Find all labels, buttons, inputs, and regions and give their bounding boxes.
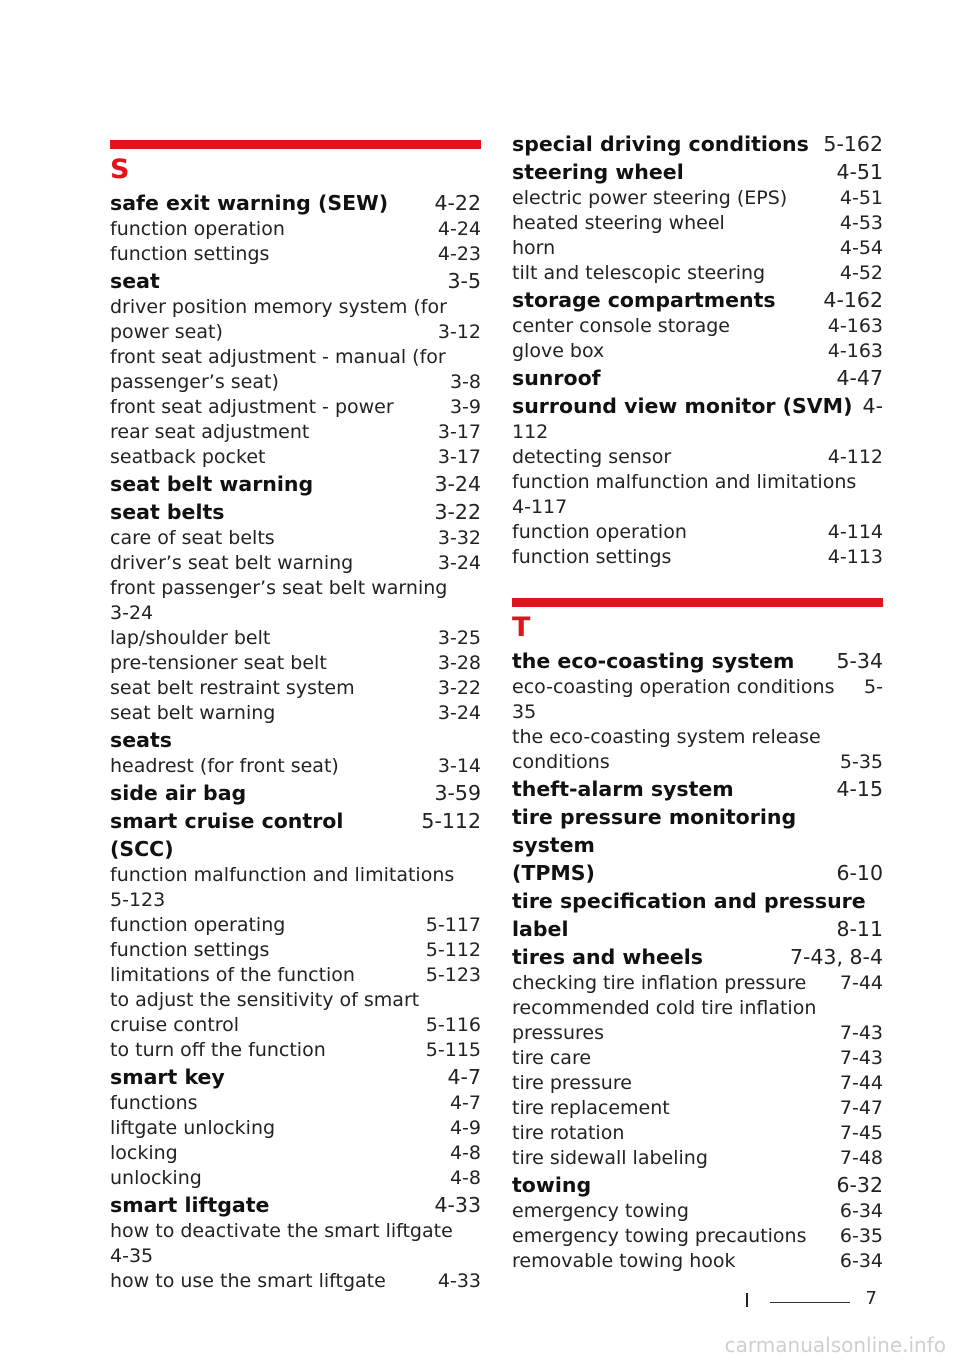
entry-text: seatback pocket [110,446,266,468]
entry-text: lap/shoulder belt [110,627,271,649]
index-subentry [512,1096,883,1121]
index-subentry [110,1166,481,1191]
index-subentry [110,1116,481,1141]
index-subentry [110,526,481,551]
entry-page-ref: 4-114 [827,521,883,543]
entry-text: tire specification and pressure [512,889,866,913]
index-heading-entry [110,1191,481,1219]
entry-text: how to deactivate the smart liftgate [110,1220,453,1242]
entry-text: locking [110,1142,178,1164]
entry-page-ref: 8-11 [836,917,883,941]
entry-page-ref: 5-162 [823,132,883,156]
index-subentry [110,676,481,701]
index-subentry [512,750,883,775]
entry-text: seats [110,728,172,752]
entry-page-ref: 7-43 [839,1047,883,1069]
index-heading-entry [512,647,883,675]
entry-page-ref: 5- [864,676,883,698]
index-heading-entry [512,859,883,887]
index-subentry [512,261,883,286]
entry-text: steering wheel [512,160,684,184]
section-divider-bar [110,140,481,149]
entry-text: 35 [512,701,537,723]
index-subentry [512,1146,883,1171]
index-subentry [512,545,883,570]
index-heading-entry [512,943,883,971]
entry-text: headrest (for front seat) [110,755,339,777]
entry-page-ref: 7-48 [839,1147,883,1169]
entry-text: (TPMS) [512,861,595,885]
entry-text: tire replacement [512,1097,670,1119]
entry-page-ref: 4-163 [827,315,883,337]
entry-text: tire pressure monitoring system [512,805,797,857]
entry-page-ref: 5-117 [425,914,481,936]
entry-page-ref: 6-34 [839,1200,883,1222]
index-heading-entry [110,726,481,754]
entry-page-ref: 7-47 [839,1097,883,1119]
entry-page-ref: 4-162 [823,288,883,312]
footer-rule [770,1302,850,1303]
entry-text: function settings [110,939,270,961]
entry-text: label [512,917,569,941]
entry-page-ref: 3-12 [437,321,481,343]
entry-page-ref: 4-22 [434,191,481,215]
entry-text: function operation [110,218,285,240]
entry-text: sunroof [512,366,601,390]
index-subentry [110,988,481,1013]
entry-page-ref: 3-25 [437,627,481,649]
entry-text: 5-123 [110,889,166,911]
index-heading-entry [512,392,883,420]
entry-page-ref: 5-35 [839,751,883,773]
entry-text: function operating [110,914,286,936]
entry-page-ref: 4-9 [449,1117,481,1139]
index-subentry [512,1199,883,1224]
index-column-right [512,130,883,1274]
entry-page-ref: 6-32 [836,1173,883,1197]
entry-page-ref: 4-15 [836,777,883,801]
entry-text: emergency towing precautions [512,1225,807,1247]
entry-text: smart liftgate [110,1193,270,1217]
index-subentry [110,1269,481,1294]
entry-page-ref: 4-33 [434,1193,481,1217]
entry-page-ref: 7-43, 8-4 [789,945,883,969]
entry-text: recommended cold tire inflation [512,997,817,1019]
entry-text: seat [110,269,160,293]
entry-text: function malfunction and limitations [110,864,455,886]
entry-page-ref: 5-115 [425,1039,481,1061]
entry-text: front seat adjustment - manual (for [110,346,446,368]
entry-page-ref: 7-44 [839,972,883,994]
entry-text: seat belt warning [110,472,314,496]
watermark: carmanualsonline.info [724,1333,946,1357]
entry-text: tire rotation [512,1122,625,1144]
entry-page-ref: 4-7 [447,1065,481,1089]
entry-page-ref: 3-22 [434,500,481,524]
entry-text: emergency towing [512,1200,689,1222]
entry-text: rear seat adjustment [110,421,310,443]
index-subentry [110,863,481,888]
index-subentry [110,1244,481,1269]
entry-text: function operation [512,521,687,543]
index-subentry [110,701,481,726]
index-subentry [110,320,481,345]
entry-page-ref: 3-32 [437,527,481,549]
entry-page-ref: 4-7 [449,1092,481,1114]
entry-page-ref: 3-17 [437,446,481,468]
index-heading-entry [110,498,481,526]
index-subentry [110,1219,481,1244]
entry-page-ref: 6-34 [839,1250,883,1272]
index-subentry [110,888,481,913]
entry-text: function settings [512,546,672,568]
entry-text: driver’s seat belt warning [110,552,354,574]
entry-text: heated steering wheel [512,212,725,234]
entry-page-ref: 4-54 [839,237,883,259]
index-subentry [110,576,481,601]
index-subentry [512,495,883,520]
spacer [512,570,883,598]
entry-text: tire care [512,1047,592,1069]
entry-text: safe exit warning (SEW) [110,191,389,215]
entry-page-ref: 4-23 [437,243,481,265]
index-subentry [110,370,481,395]
index-subentry [512,236,883,261]
entry-text: center console storage [512,315,730,337]
entry-page-ref: 3-14 [437,755,481,777]
entry-page-ref: 3-59 [434,781,481,805]
entry-text: seat belt restraint system [110,677,355,699]
index-subentry [110,395,481,420]
entry-page-ref: 4-53 [839,212,883,234]
entry-text: detecting sensor [512,446,672,468]
index-heading-entry [512,803,883,859]
entry-page-ref: 4- [862,394,883,418]
index-heading-entry [512,775,883,803]
footer-section-marker [746,1293,748,1307]
index-subentry [110,1013,481,1038]
entry-text: tire sidewall labeling [512,1147,708,1169]
entry-page-ref: 7-44 [839,1072,883,1094]
index-subentry [512,675,883,700]
index-subentry [110,345,481,370]
entry-text: the eco-coasting system [512,649,795,673]
section-divider-bar [512,598,883,607]
index-subentry [110,963,481,988]
entry-text: tires and wheels [512,945,703,969]
entry-page-ref: 4-113 [827,546,883,568]
entry-page-ref: 3-22 [437,677,481,699]
entry-page-ref: 4-163 [827,340,883,362]
entry-page-ref: 5-34 [836,649,883,673]
entry-page-ref: 3-24 [437,552,481,574]
entry-page-ref: 4-52 [839,262,883,284]
entry-page-ref: 4-24 [437,218,481,240]
index-subentry [110,1091,481,1116]
index-subentry [512,470,883,495]
entry-text: cruise control [110,1014,240,1036]
entry-text: 3-24 [110,602,154,624]
index-subentry [512,211,883,236]
entry-text: electric power steering (EPS) [512,187,788,209]
index-subentry [110,217,481,242]
index-subentry [110,651,481,676]
index-subentry [512,420,883,445]
index-heading-entry [110,267,481,295]
index-subentry [512,971,883,996]
index-subentry [512,1046,883,1071]
entry-page-ref: 5-112 [421,809,481,833]
entry-text: tire pressure [512,1072,632,1094]
index-heading-entry [512,158,883,186]
entry-text: tilt and telescopic steering [512,262,766,284]
entry-text: glove box [512,340,605,362]
index-heading-entry [110,189,481,217]
entry-page-ref: 4-8 [449,1167,481,1189]
index-subentry [110,626,481,651]
entry-page-ref: 7-45 [839,1122,883,1144]
index-heading-entry [512,286,883,314]
entry-text: care of seat belts [110,527,275,549]
index-heading-entry [110,1063,481,1091]
index-heading-entry [512,915,883,943]
index-subentry [512,700,883,725]
page-footer [740,1290,885,1314]
index-subentry [512,1021,883,1046]
index-subentry [512,1249,883,1274]
entry-text: front seat adjustment - power [110,396,394,418]
entry-page-ref: 3-28 [437,652,481,674]
index-subentry [110,420,481,445]
section-letter: T [512,612,531,643]
entry-text: 112 [512,421,549,443]
entry-text: to turn off the function [110,1039,326,1061]
entry-text: power seat) [110,321,223,343]
entry-text: driver position memory system (for [110,296,447,318]
entry-text: smart cruise control (SCC) [110,809,344,861]
index-subentry [110,242,481,267]
index-heading-entry [512,130,883,158]
entry-page-ref: 3-17 [437,421,481,443]
index-heading-entry [512,364,883,392]
entry-text: limitations of the function [110,964,355,986]
entry-page-ref: 6-35 [839,1225,883,1247]
index-subentry [110,754,481,779]
index-subentry [110,601,481,626]
index-heading-entry [512,887,883,915]
entry-text: removable towing hook [512,1250,736,1272]
index-heading-entry [110,470,481,498]
entry-page-ref: 4-112 [827,446,883,468]
index-heading-entry [110,779,481,807]
entry-text: function malfunction and limitations [512,471,857,493]
index-subentry [110,1038,481,1063]
index-subentry [110,938,481,963]
index-subentry [512,725,883,750]
entry-text: passenger’s seat) [110,371,279,393]
index-subentry [512,445,883,470]
entry-text: to adjust the sensitivity of smart [110,989,420,1011]
entry-text: function settings [110,243,270,265]
entry-page-ref: 5-112 [425,939,481,961]
entry-text: theft-alarm system [512,777,734,801]
entry-page-ref: 3-5 [447,269,481,293]
entry-text: storage compartments [512,288,776,312]
entry-text: seat belts [110,500,225,524]
entry-text: 4-35 [110,1245,154,1267]
entry-page-ref: 4-51 [839,187,883,209]
entry-page-ref: 4-33 [437,1270,481,1292]
index-subentry [512,339,883,364]
entry-text: unlocking [110,1167,202,1189]
index-heading-entry [512,1171,883,1199]
entry-page-ref: 3-24 [434,472,481,496]
index-subentry [512,520,883,545]
index-subentry [110,913,481,938]
index-subentry [110,1141,481,1166]
page-number: 7 [865,1288,877,1309]
entry-text: horn [512,237,556,259]
entry-text: towing [512,1173,592,1197]
entry-text: special driving conditions [512,132,809,156]
entry-page-ref: 4-8 [449,1142,481,1164]
entry-text: eco-coasting operation conditions [512,676,835,698]
entry-text: functions [110,1092,198,1114]
index-subentry [512,996,883,1021]
entry-text: side air bag [110,781,247,805]
entry-page-ref: 3-9 [449,396,481,418]
index-subentry [512,1121,883,1146]
entry-page-ref: 4-47 [836,366,883,390]
entry-page-ref: 4-51 [836,160,883,184]
index-subentry [512,186,883,211]
entry-text: the eco-coasting system release [512,726,821,748]
entry-page-ref: 3-24 [437,702,481,724]
index-subentry [110,295,481,320]
entry-text: liftgate unlocking [110,1117,276,1139]
entry-text: pre-tensioner seat belt [110,652,327,674]
entry-text: conditions [512,751,610,773]
entry-text: seat belt warning [110,702,276,724]
entry-text: pressures [512,1022,604,1044]
entry-page-ref: 6-10 [836,861,883,885]
index-subentry [110,551,481,576]
entry-text: front passenger’s seat belt warning [110,577,448,599]
index-column-left [110,140,481,1294]
index-subentry [110,445,481,470]
entry-page-ref: 5-123 [425,964,481,986]
index-heading-entry [110,807,481,863]
entry-text: checking tire inflation pressure [512,972,807,994]
entry-text: 4-117 [512,496,568,518]
entry-page-ref: 3-8 [449,371,481,393]
entry-text: how to use the smart liftgate [110,1270,386,1292]
entry-page-ref: 5-116 [425,1014,481,1036]
entry-text: smart key [110,1065,225,1089]
section-letter: S [110,154,130,185]
index-subentry [512,1071,883,1096]
entry-text: surround view monitor (SVM) [512,394,853,418]
index-subentry [512,314,883,339]
index-subentry [512,1224,883,1249]
entry-page-ref: 7-43 [839,1022,883,1044]
